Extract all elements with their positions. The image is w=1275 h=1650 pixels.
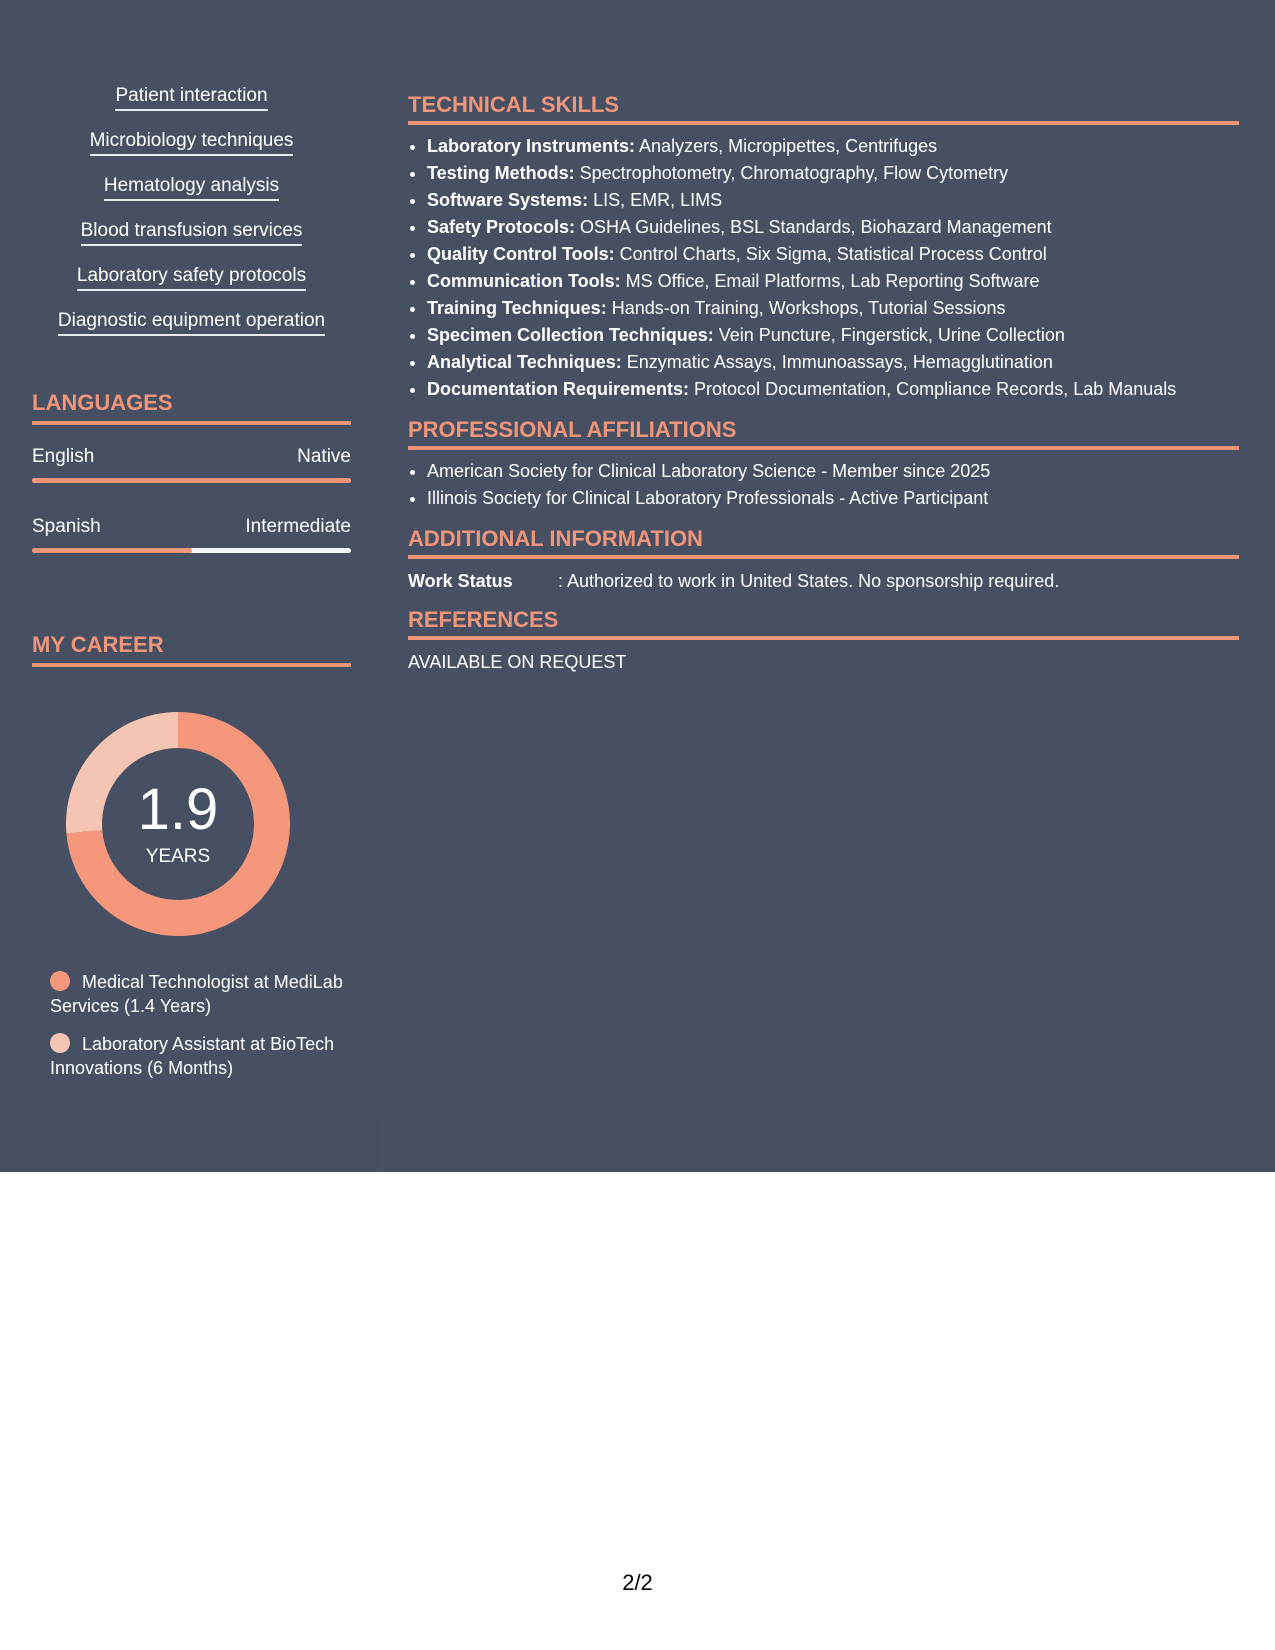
list-item [427, 376, 1239, 403]
language-name: Spanish [32, 516, 101, 537]
career-legend-item [50, 970, 350, 1018]
references-heading: REFERENCES [408, 607, 1239, 640]
main-column [408, 92, 1239, 674]
skill-item: Laboratory safety protocols [77, 264, 306, 291]
soft-skill-list [32, 84, 351, 354]
additional-info-heading: ADDITIONAL INFORMATION [408, 526, 1239, 559]
language-name: English [32, 446, 95, 467]
sidebar [32, 84, 351, 1078]
skill-item: Patient interaction [115, 84, 267, 111]
career-donut-chart [66, 712, 290, 936]
skill-category: Software Systems: [427, 190, 589, 210]
skill-item: Microbiology techniques [90, 129, 294, 156]
career-legend-item [50, 1032, 350, 1080]
affiliations-section [408, 417, 1239, 512]
languages-section [32, 390, 351, 553]
legend-dot [50, 971, 70, 991]
skill-values: Hands-on Training, Workshops, Tutorial Sessions [606, 298, 1006, 318]
list-item [427, 241, 1239, 268]
references-section [408, 607, 1239, 674]
list-item [427, 214, 1239, 241]
languages-heading: LANGUAGES [32, 390, 351, 425]
career-legend-label: Laboratory Assistant at BioTech Innovations (6 Months) [50, 1034, 335, 1078]
skill-category: Safety Protocols: [427, 217, 576, 237]
career-heading: MY CAREER [32, 632, 351, 667]
affiliations-list [408, 458, 1239, 512]
list-item [427, 187, 1239, 214]
affiliations-heading: PROFESSIONAL AFFILIATIONS [408, 417, 1239, 450]
technical-skills-heading: TECHNICAL SKILLS [408, 92, 1239, 125]
page-number: 2/2 [622, 1570, 653, 1595]
skill-values: Protocol Documentation, Compliance Records, Lab Manuals [689, 379, 1177, 399]
skill-category: Analytical Techniques: [427, 352, 622, 372]
skill-category: Specimen Collection Techniques: [427, 325, 714, 345]
language-item [32, 445, 351, 483]
career-section [32, 632, 351, 667]
legend-dot [50, 1033, 70, 1053]
references-text: AVAILABLE ON REQUEST [408, 652, 627, 672]
skill-item: Hematology analysis [104, 174, 279, 201]
skill-values: OSHA Guidelines, BSL Standards, Biohazard Management [575, 217, 1052, 237]
language-proficiency-bar [32, 478, 351, 483]
skill-values: Vein Puncture, Fingerstick, Urine Collection [713, 325, 1065, 345]
skill-category: Training Techniques: [427, 298, 607, 318]
list-item [427, 133, 1239, 160]
technical-skills-list [408, 133, 1239, 403]
skill-values: Control Charts, Six Sigma, Statistical Process Control [614, 244, 1047, 264]
career-total-value: 1.9 [137, 777, 219, 842]
skill-values: Analyzers, Micropipettes, Centrifuges [635, 136, 938, 156]
list-item [427, 268, 1239, 295]
technical-skills-section [408, 92, 1239, 403]
list-item [427, 322, 1239, 349]
list-item [427, 160, 1239, 187]
skill-item: Blood transfusion services [81, 219, 303, 246]
language-level: Native [297, 446, 351, 467]
skill-values: Spectrophotometry, Chromatography, Flow Cytometry [574, 163, 1009, 183]
skill-category: Testing Methods: [427, 163, 575, 183]
skill-category: Documentation Requirements: [427, 379, 690, 399]
career-total-unit: YEARS [145, 846, 211, 867]
list-item: • Illinois Society for Clinical Laboratory Professionals - Active Participant [427, 485, 1239, 512]
work-status-label: Work Status [408, 571, 513, 591]
language-item [32, 515, 351, 553]
work-status-value: : Authorized to work in United States. No sponsorship required. [558, 571, 1060, 591]
skill-values: LIS, EMR, LIMS [588, 190, 723, 210]
language-proficiency-fill [32, 548, 192, 553]
list-item: • American Society for Clinical Laboratory Science - Member since 2025 [427, 458, 1239, 485]
list-item [427, 349, 1239, 376]
skill-values: MS Office, Email Platforms, Lab Reporting Software [620, 271, 1040, 291]
work-status-row [408, 569, 1239, 593]
language-level: Intermediate [245, 516, 351, 537]
career-legend [50, 970, 350, 1094]
column-divider [382, 1120, 383, 1172]
skill-item: Diagnostic equipment operation [58, 309, 325, 336]
list-item [427, 295, 1239, 322]
language-proficiency-bar [32, 548, 351, 553]
language-proficiency-fill [32, 478, 351, 483]
career-legend-label: Medical Technologist at MediLab Services (1.4 Years) [50, 972, 343, 1016]
skill-category: Laboratory Instruments: [427, 136, 636, 156]
skill-values: Enzymatic Assays, Immunoassays, Hemagglutination [621, 352, 1053, 372]
skill-category: Quality Control Tools: [427, 244, 615, 264]
additional-info-section [408, 526, 1239, 593]
skill-category: Communication Tools: [427, 271, 621, 291]
